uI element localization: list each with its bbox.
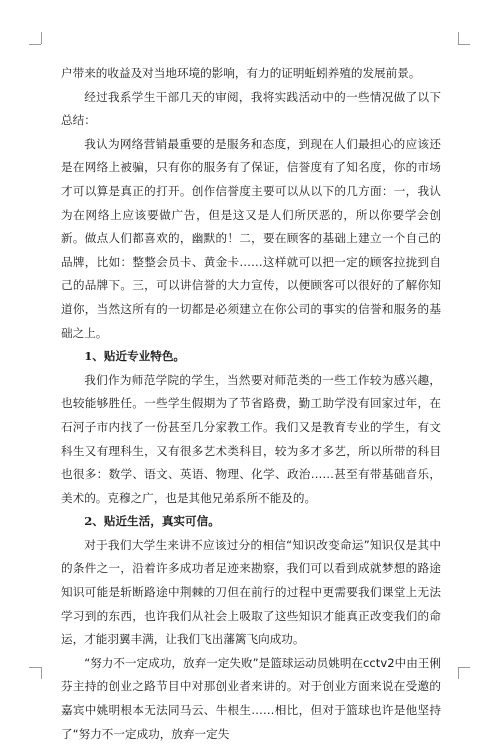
section-heading-2-text: 、贴近生活，真实可信。 — [92, 514, 220, 529]
paragraph-continuation: 户带来的收益及对当地环境的影响，有力的证明蚯蚓养殖的发展前景。 — [61, 66, 421, 80]
paragraph-normal-college: 我们作为师范学院的学生，当然要对师范类的一些工作较为感兴趣，也较能够胜任。一些学生假期为了节省路费，勤工助学没有回家过年，在石河子市内找了一份甚至几分家教工作。我们又是教育专业的学生，有文科生又有理科生，又有很多艺术类科目，较为多才多艺，所以所带的科目也很多：数学、语文、英语、物理、化学、政治……甚至有带基础音乐，美术的。克穆之广，也是其他兄弟系所不能及的。 — [61, 372, 441, 505]
crop-mark-top-right-h — [458, 44, 470, 45]
crop-mark-bottom-left-v — [41, 667, 42, 679]
crop-mark-top-left-v — [41, 32, 42, 44]
paragraph-knowledge-fate: 对于我们大学生来讲不应该过分的相信“知识改变命运”知识仅是其中的条件之一，沿着许多成功者足迹来勘察，我们可以看到成就梦想的路途知识可能是斩断路途中荆棘的刀但在前行的过程中更需要我们课堂上无法学习到的东西，也许我们从社会上吸取了这些知识才能真正改变我们的命运，才能羽翼丰满，让我们飞出藩篱飞向成功。 — [61, 537, 441, 647]
crop-mark-bottom-left-h — [29, 667, 41, 668]
crop-mark-top-left-h — [29, 44, 41, 45]
document-body — [61, 62, 441, 746]
paragraph-network-marketing: 我认为网络营销最重要的是服务和态度，到现在人们最担心的应该还是在网络上被骗，只有你的服务有了保证，信誉度有了知名度，你的市场才可以算是真正的打开。创作信誉度主要可以从以下的几方面：一，我认为在网络上应该要做广告，但是这又是人们所厌恶的，所以你要学会创新。做点人们都喜欢的，幽默的！二，要在顾客的基础上建立一个自己的品牌，比如：整整会员卡、黄金卡……这样就可以把一定的顾客拉拢到自己的品牌下。三，可以讲信誉的大力宣传，以便顾客可以很好的了解你知道你，当然这所有的一切都是必须建立在你公司的事实的信誉和服务的基础之上。 — [61, 136, 441, 340]
section-heading-2 — [61, 510, 441, 534]
section-heading-2-number: 2 — [84, 514, 93, 529]
paragraph-summary-intro: 经过我系学生干部几天的审阅，我将实践活动中的一些情况做了以下总结： — [61, 89, 441, 128]
section-heading-1-number: 1 — [84, 349, 93, 364]
paragraph-yao-ming: “努力不一定成功，放弃一定失败”是篮球运动员姚明在cctv2中由王俐芬主持的创业之路节目中对那创业者来讲的。对于创业方面来说在受邀的嘉宾中姚明根本无法同马云、牛根生……相比，但对于篮球也许是他坚持了“努力不一定成功，放弃一定失 — [61, 655, 441, 741]
crop-mark-bottom-right-h — [458, 667, 470, 668]
section-heading-1 — [61, 345, 441, 369]
section-heading-1-text: 、贴近专业特色。 — [92, 349, 186, 364]
crop-mark-bottom-right-v — [458, 667, 459, 679]
crop-mark-top-right-v — [458, 32, 459, 44]
